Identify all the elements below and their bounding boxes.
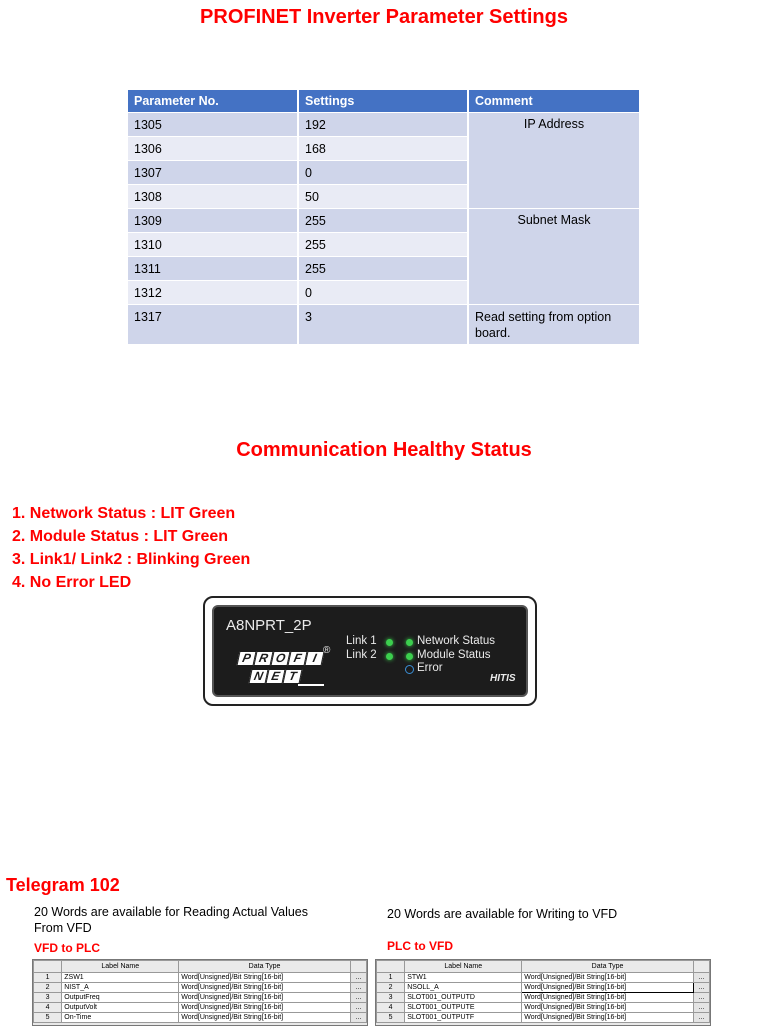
row-number: 2 [34, 983, 62, 993]
row-number: 4 [34, 1003, 62, 1013]
param-cell: 1307 [128, 161, 298, 185]
write-label: PLC to VFD [387, 939, 453, 953]
logo-letter: O [270, 651, 290, 666]
param-cell: 1309 [128, 209, 298, 233]
row-number: 4 [377, 1003, 405, 1013]
link2-label: Link 2 [346, 649, 377, 661]
ellipsis-button[interactable]: ... [693, 1003, 709, 1013]
column-header-label-name: Label Name [62, 961, 179, 973]
logo-letter: R [253, 651, 273, 666]
brand-logo: HITIS [490, 673, 516, 684]
data-type-cell[interactable]: Word[Unsigned]/Bit String[16-bit] [179, 983, 351, 993]
setting-cell: 255 [298, 233, 468, 257]
table-row [128, 113, 640, 137]
ellipsis-button[interactable]: ... [693, 1013, 709, 1023]
label-name-cell[interactable]: SLOT001_OUTPUTF [405, 1013, 522, 1023]
label-name-cell[interactable]: NSOLL_A [405, 983, 522, 993]
label-name-cell[interactable]: OutputVolt [62, 1003, 179, 1013]
row-number: 2 [377, 983, 405, 993]
data-type-cell[interactable]: Word[Unsigned]/Bit String[16-bit] [522, 1003, 694, 1013]
table-row[interactable] [377, 1003, 710, 1013]
column-header-data-type: Data Type [522, 961, 694, 973]
param-cell: 1305 [128, 113, 298, 137]
ellipsis-button[interactable]: ... [693, 993, 709, 1003]
device-name: A8NPRT_2P [226, 617, 312, 634]
read-description: 20 Words are available for Reading Actual Values From VFD [34, 905, 309, 935]
profinet-logo [238, 651, 338, 691]
column-header-data-type: Data Type [179, 961, 351, 973]
module-status-led-icon [406, 653, 413, 660]
setting-cell: 168 [298, 137, 468, 161]
ellipsis-button[interactable]: ... [350, 983, 366, 993]
error-led-icon [405, 665, 414, 674]
setting-cell: 0 [298, 281, 468, 305]
network-status-label: Network Status [417, 635, 495, 647]
setting-cell: 255 [298, 257, 468, 281]
table-row [128, 305, 640, 345]
status-title: Communication Healthy Status [236, 439, 532, 461]
label-name-cell[interactable]: NIST_A [62, 983, 179, 993]
row-number: 3 [34, 993, 62, 1003]
device-panel [203, 596, 537, 706]
label-name-cell[interactable]: OutputFreq [62, 993, 179, 1003]
header-parameter-no: Parameter No. [128, 90, 298, 113]
device-face [212, 605, 528, 697]
ellipsis-button[interactable]: ... [350, 973, 366, 983]
header-settings: Settings [298, 90, 468, 113]
param-cell: 1312 [128, 281, 298, 305]
label-name-cell[interactable]: STW1 [405, 973, 522, 983]
data-type-cell[interactable]: Word[Unsigned]/Bit String[16-bit] [522, 993, 694, 1003]
table-row[interactable] [34, 1013, 367, 1023]
list-item: 2. Module Status : LIT Green [12, 528, 229, 545]
table-row[interactable] [34, 973, 367, 983]
page-title: PROFINET Inverter Parameter Settings [200, 6, 568, 28]
comment-subnet-mask: Subnet Mask [468, 209, 640, 305]
write-description: 20 Words are available for Writing to VFD [387, 907, 618, 921]
list-item: 3. Link1/ Link2 : Blinking Green [12, 551, 251, 568]
label-name-cell[interactable]: On-Time [62, 1013, 179, 1023]
ellipsis-button[interactable]: ... [350, 993, 366, 1003]
data-type-cell[interactable]: Word[Unsigned]/Bit String[16-bit] [179, 973, 351, 983]
link1-label: Link 1 [346, 635, 377, 647]
logo-letter: N [248, 669, 268, 684]
data-type-cell[interactable]: Word[Unsigned]/Bit String[16-bit] [179, 1013, 351, 1023]
param-cell: 1311 [128, 257, 298, 281]
logo-letter: P [236, 651, 256, 666]
table-row[interactable] [34, 993, 367, 1003]
data-type-cell[interactable]: Word[Unsigned]/Bit String[16-bit] [522, 983, 694, 993]
table-corner [350, 961, 366, 973]
read-label: VFD to PLC [34, 941, 100, 955]
registered-mark: ® [323, 645, 331, 656]
data-type-cell[interactable]: Word[Unsigned]/Bit String[16-bit] [179, 993, 351, 1003]
row-number: 1 [34, 973, 62, 983]
telegram-title: Telegram 102 [6, 875, 120, 895]
error-label: Error [417, 662, 443, 674]
row-number: 5 [377, 1013, 405, 1023]
table-row[interactable] [34, 1003, 367, 1013]
setting-cell: 3 [298, 305, 468, 345]
comment-read-setting: Read setting from option board. [468, 305, 640, 345]
status-list [12, 502, 250, 594]
table-row [128, 209, 640, 233]
param-cell: 1306 [128, 137, 298, 161]
setting-cell: 255 [298, 209, 468, 233]
label-name-cell[interactable]: SLOT001_OUTPUTE [405, 1003, 522, 1013]
label-name-cell[interactable]: ZSW1 [62, 973, 179, 983]
table-row[interactable] [34, 983, 367, 993]
table-row[interactable] [377, 993, 710, 1003]
list-item: 4. No Error LED [12, 574, 132, 591]
column-header-label-name: Label Name [405, 961, 522, 973]
list-item: 1. Network Status : LIT Green [12, 505, 236, 522]
param-cell: 1308 [128, 185, 298, 209]
data-type-cell[interactable]: Word[Unsigned]/Bit String[16-bit] [522, 973, 694, 983]
logo-letter: I [304, 651, 324, 666]
table-row[interactable] [377, 973, 710, 983]
header-comment: Comment [468, 90, 640, 113]
setting-cell: 0 [298, 161, 468, 185]
logo-letter: T [282, 669, 302, 684]
read-data-table [32, 959, 368, 1026]
ellipsis-button[interactable]: ... [693, 983, 709, 993]
data-type-cell[interactable]: Word[Unsigned]/Bit String[16-bit] [179, 1003, 351, 1013]
table-row[interactable] [377, 1013, 710, 1023]
data-type-cell[interactable]: Word[Unsigned]/Bit String[16-bit] [522, 1013, 694, 1023]
network-status-led-icon [406, 639, 413, 646]
table-header-row [128, 90, 640, 113]
table-corner [34, 961, 62, 973]
label-name-cell[interactable]: SLOT001_OUTPUTD [405, 993, 522, 1003]
row-number: 5 [34, 1013, 62, 1023]
setting-cell: 50 [298, 185, 468, 209]
logo-letter: F [287, 651, 307, 666]
link1-led-icon [386, 639, 393, 646]
logo-underline [298, 684, 324, 686]
table-row[interactable] [377, 983, 710, 993]
ellipsis-button[interactable]: ... [350, 1013, 366, 1023]
comment-ip-address: IP Address [468, 113, 640, 209]
param-cell: 1317 [128, 305, 298, 345]
row-number: 3 [377, 993, 405, 1003]
link2-led-icon [386, 653, 393, 660]
table-corner [377, 961, 405, 973]
table-corner [693, 961, 709, 973]
ellipsis-button[interactable]: ... [693, 973, 709, 983]
write-data-table [375, 959, 711, 1026]
ellipsis-button[interactable]: ... [350, 1003, 366, 1013]
parameter-table [128, 90, 641, 344]
module-status-label: Module Status [417, 649, 491, 661]
row-number: 1 [377, 973, 405, 983]
logo-letter: E [265, 669, 285, 684]
param-cell: 1310 [128, 233, 298, 257]
setting-cell: 192 [298, 113, 468, 137]
